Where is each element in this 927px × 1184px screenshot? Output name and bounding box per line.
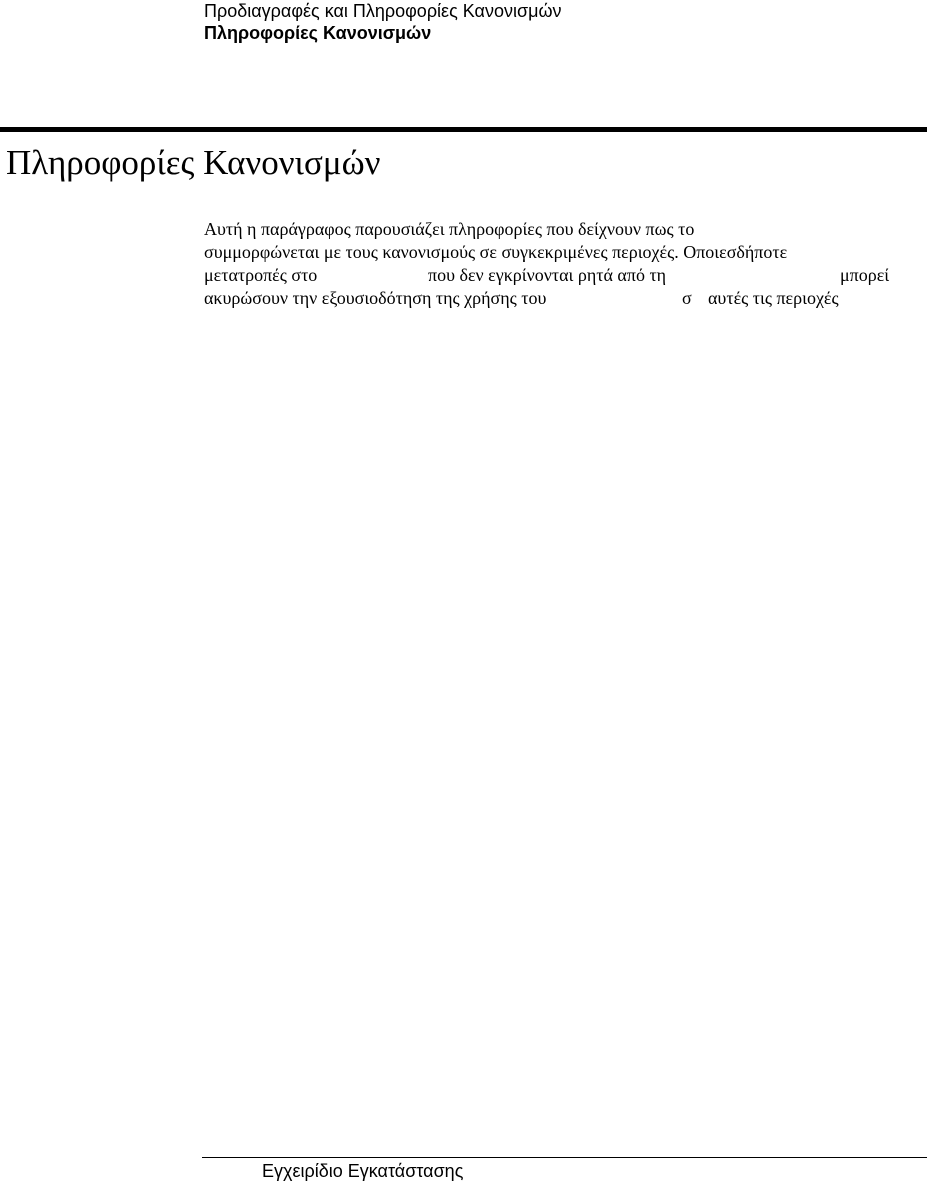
body-line-4-part-b: σ [682,288,692,308]
running-header [204,0,904,44]
header-breadcrumb: Προδιαγραφές και Πληροφορίες Κανονισμών [204,1,562,21]
body-line-1 [204,218,904,241]
body-line-1-text: Αυτή η παράγραφος παρουσιάζει πληροφορίες που δείχνουν πως το [204,219,695,239]
body-line-4-part-c: αυτές τις περιοχές [708,288,839,308]
body-line-4 [204,287,904,310]
section-divider [0,127,927,132]
footer-title: Εγχειρίδιο Εγκατάστασης [262,1161,464,1181]
body-line-2-text: συμμορφώνεται με τους κανονισμούς σε συγκεκριμένες περιοχές. Οποιεσδήποτε [204,242,788,262]
body-paragraph [204,218,904,310]
header-current-section: Πληροφορίες Κανονισμών [204,23,432,43]
footer-divider [202,1157,927,1158]
body-line-3-part-a: μετατροπές στο [204,265,318,285]
body-line-3-part-c: μπορεί [840,265,890,285]
body-line-4-part-a: ακυρώσουν την εξουσιοδότηση της χρήσης του [204,288,547,308]
body-line-3-part-b: που δεν εγκρίνονται ρητά από τη [428,265,667,285]
section-title: Πληροφορίες Κανονισμών [6,143,381,182]
body-line-3 [204,264,904,287]
body-line-2 [204,241,904,264]
